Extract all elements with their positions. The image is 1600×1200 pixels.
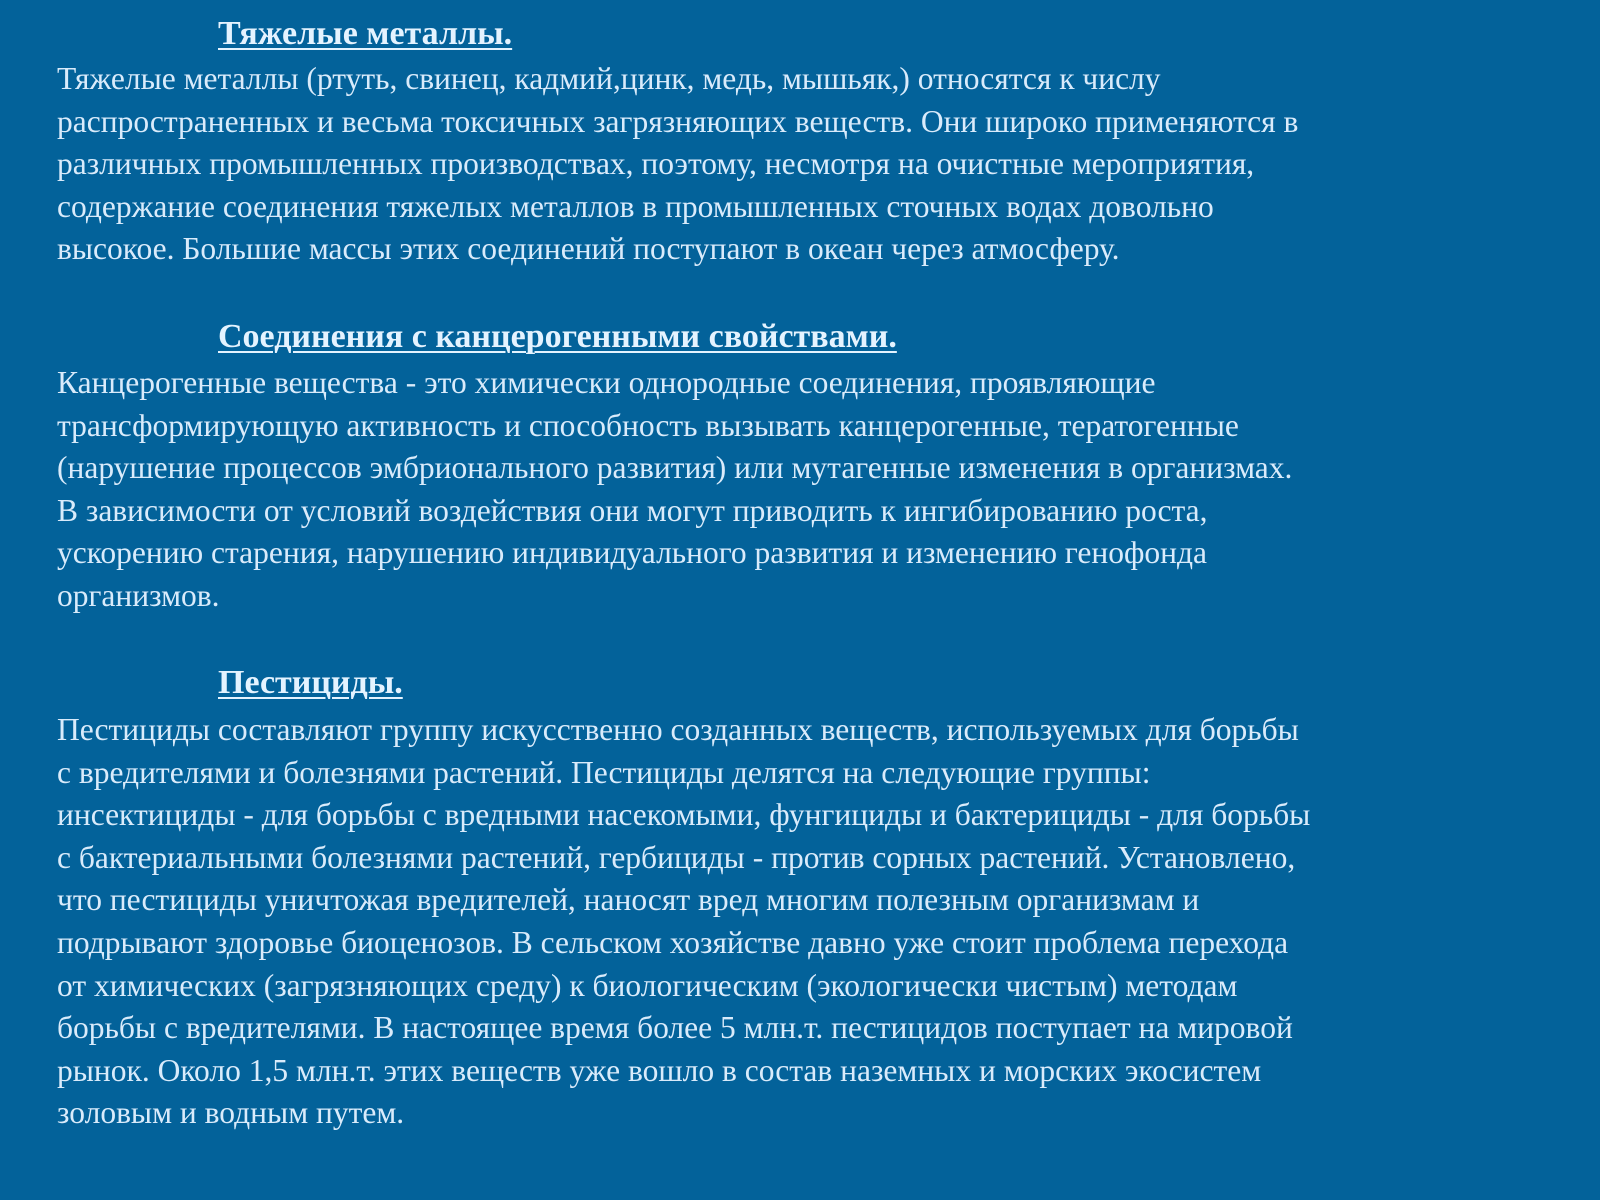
text-line: золовым и водным путем.: [57, 1095, 405, 1131]
text-line: содержание соединения тяжелых металлов в промышленных сточных водах довольно: [57, 188, 1214, 224]
text-line: от химических (загрязняющих среду) к биологическим (экологически чистым) методам: [57, 967, 1238, 1003]
text-line: различных промышленных производствах, поэтому, несмотря на очистные мероприятия,: [57, 146, 1255, 182]
text-line: с вредителями и болезнями растений. Пестициды делятся на следующие группы:: [57, 754, 1151, 790]
text-line: организмов.: [57, 577, 220, 613]
paragraph-heavy-metals: [57, 58, 1557, 271]
text-line: с бактериальными болезнями растений, гербициды - против сорных растений. Установлено,: [57, 839, 1296, 875]
text-line: (нарушение процессов эмбрионального развития) или мутагенные изменения в организмах.: [57, 450, 1293, 486]
text-line: ускорению старения, нарушению индивидуального развития и изменению генофонда: [57, 535, 1207, 571]
heading-heavy-metals: Тяжелые металлы.: [218, 15, 513, 52]
text-line: рынок. Около 1,5 млн.т. этих веществ уже вошло в состав наземных и морских экосистем: [57, 1052, 1262, 1088]
text-line: Канцерогенные вещества - это химически однородные соединения, проявляющие: [57, 365, 1156, 400]
text-line: трансформирующую активность и способность вызывать канцерогенные, тератогенные: [57, 407, 1239, 443]
text-line: Пестициды составляют группу искусственно созданных веществ, используемых для борьбы: [57, 712, 1299, 747]
paragraph-carcinogens: [57, 362, 1557, 618]
heading-carcinogens: Соединения с канцерогенными свойствами.: [218, 318, 897, 355]
text-line: инсектициды - для борьбы с вредными насекомыми, фунгициды и бактерициды - для борьбы: [57, 797, 1311, 833]
paragraph-pesticides: [57, 709, 1557, 1135]
text-line: распространенных и весьма токсичных загрязняющих веществ. Они широко применяются в: [57, 103, 1299, 139]
text-line: Тяжелые металлы (ртуть, свинец, кадмий,цинк, медь, мышьяк,) относятся к числу: [57, 61, 1161, 96]
text-line: подрывают здоровье биоценозов. В сельском хозяйстве давно уже стоит проблема перехода: [57, 924, 1289, 960]
text-line: борьбы с вредителями. В настоящее время более 5 млн.т. пестицидов поступает на мировой: [57, 1010, 1293, 1046]
heading-pesticides: Пестициды.: [218, 664, 403, 701]
text-line: высокое. Большие массы этих соединений поступают в океан через атмосферу.: [57, 231, 1120, 267]
text-line: В зависимости от условий воздействия они могут приводить к ингибированию роста,: [57, 492, 1208, 528]
text-line: что пестициды уничтожая вредителей, наносят вред многим полезным организмам и: [57, 882, 1200, 918]
